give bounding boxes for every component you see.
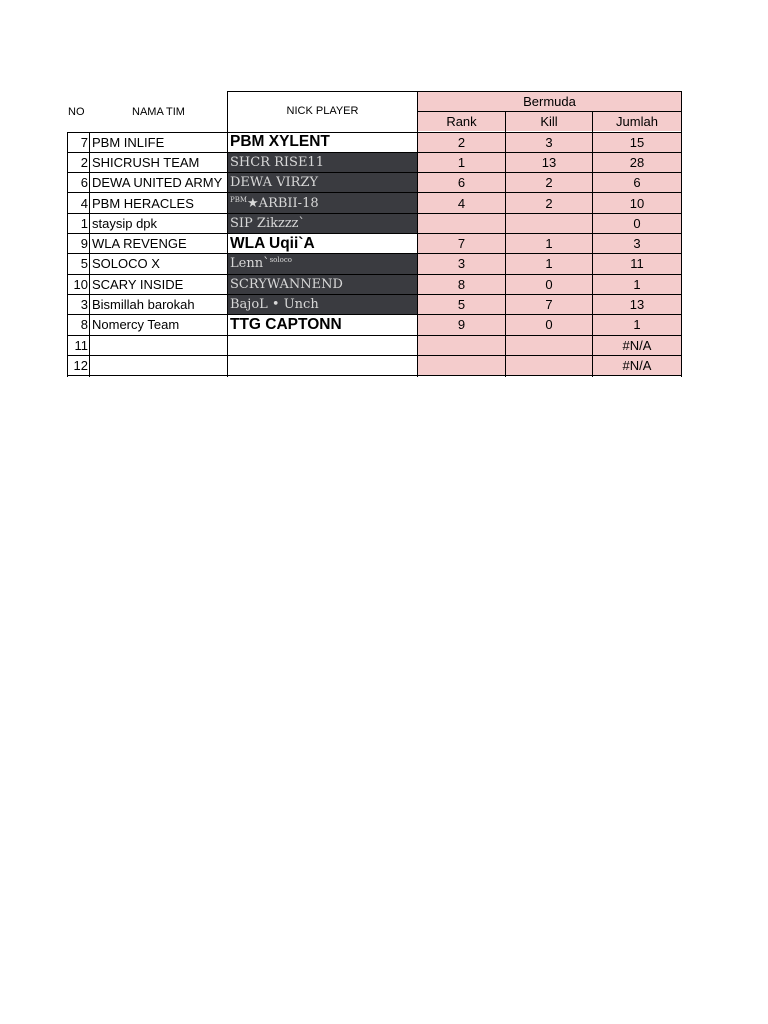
nick-text: Lenn` <box>230 256 270 272</box>
grid-line <box>227 91 682 92</box>
header-nama-tim: NAMA TIM <box>132 105 185 118</box>
row-no: 11 <box>74 337 88 353</box>
row-kill: 7 <box>506 294 592 314</box>
row-no: 9 <box>80 236 88 252</box>
row-rank: 5 <box>418 294 505 314</box>
row-jumlah: 11 <box>593 254 681 274</box>
grid-line <box>89 132 90 377</box>
nick-text: SIP Zikzzz` <box>230 215 306 231</box>
nick-text: DEWA VIRZY <box>230 175 319 191</box>
header-no: NO <box>68 105 85 118</box>
row-rank <box>418 355 505 375</box>
row-team-name: WLA REVENGE <box>92 236 187 252</box>
grid-line <box>67 375 682 376</box>
grid-line <box>67 253 682 254</box>
row-rank: 3 <box>418 254 505 274</box>
grid-line <box>67 213 682 214</box>
grid-line <box>592 111 593 132</box>
row-no: 7 <box>80 134 88 150</box>
row-nick-player <box>228 234 417 254</box>
row-no: 4 <box>80 195 88 211</box>
nick-text: BajoL • Unch <box>230 297 319 313</box>
row-jumlah: 3 <box>593 234 681 254</box>
row-team-name <box>90 335 227 355</box>
grid-line <box>417 132 418 377</box>
grid-line <box>67 132 68 377</box>
row-jumlah: 28 <box>593 152 681 172</box>
row-no: 5 <box>80 256 88 272</box>
grid-line <box>505 132 506 377</box>
grid-line <box>67 152 682 153</box>
row-nick-player <box>228 315 417 335</box>
nick-text: TTG CAPTONN <box>230 316 342 334</box>
row-team-name: DEWA UNITED ARMY <box>92 175 223 191</box>
nick-text: SCRYWANNEND <box>230 276 343 292</box>
row-jumlah: 15 <box>593 132 681 152</box>
row-kill: 1 <box>506 234 592 254</box>
row-no: 8 <box>80 317 88 333</box>
row-no: 1 <box>80 215 88 231</box>
row-jumlah: #N/A <box>593 355 681 375</box>
row-rank: 8 <box>418 274 505 294</box>
row-rank: 7 <box>418 234 505 254</box>
grid-line <box>417 91 418 132</box>
grid-line <box>67 294 682 295</box>
row-team-name: SHICRUSH TEAM <box>92 154 200 170</box>
grid-line <box>67 314 682 315</box>
row-nick-player <box>228 294 417 314</box>
grid-line <box>417 111 682 112</box>
row-kill: 2 <box>506 173 592 193</box>
row-rank: 1 <box>418 152 505 172</box>
row-nick-player <box>228 193 417 213</box>
row-no: 12 <box>73 357 88 373</box>
row-team-name: Nomercy Team <box>92 317 180 333</box>
row-rank <box>418 335 505 355</box>
nick-prefix: PBM <box>230 195 248 204</box>
header-kill: Kill <box>506 112 592 131</box>
row-nick-player <box>228 254 417 274</box>
grid-line <box>227 91 228 132</box>
grid-line <box>67 355 682 356</box>
header-nick-player: NICK PLAYER <box>286 105 359 117</box>
row-kill: 0 <box>506 274 592 294</box>
row-team-name: staysip dpk <box>92 215 158 231</box>
row-kill: 13 <box>506 152 592 172</box>
row-team-name: SCARY INSIDE <box>92 276 184 292</box>
row-jumlah: 1 <box>593 315 681 335</box>
grid-line <box>681 132 682 377</box>
row-jumlah: #N/A <box>593 335 681 355</box>
row-jumlah: 13 <box>593 294 681 314</box>
row-nick-player <box>228 173 417 193</box>
grid-line <box>67 192 682 193</box>
row-rank: 4 <box>418 193 505 213</box>
header-rank: Rank <box>418 112 505 131</box>
grid-line <box>67 132 682 133</box>
grid-line <box>67 274 682 275</box>
row-rank <box>418 213 505 233</box>
row-jumlah: 6 <box>593 173 681 193</box>
grid-line <box>67 335 682 336</box>
row-jumlah: 0 <box>593 213 681 233</box>
row-nick-player <box>228 132 417 152</box>
row-jumlah: 10 <box>593 193 681 213</box>
nick-text: WLA Uqii`A <box>230 234 315 252</box>
grid-line <box>67 233 682 234</box>
row-team-name: PBM INLIFE <box>92 134 165 150</box>
header-jumlah: Jumlah <box>593 112 681 131</box>
row-no: 10 <box>73 276 88 292</box>
row-team-name <box>90 355 227 375</box>
grid-line <box>592 132 593 377</box>
row-kill: 0 <box>506 315 592 335</box>
row-rank: 2 <box>418 132 505 152</box>
row-nick-player <box>228 213 417 233</box>
row-team-name: Bismillah barokah <box>92 297 195 313</box>
row-kill: 2 <box>506 193 592 213</box>
header-bermuda: Bermuda <box>418 92 681 111</box>
row-no: 6 <box>80 175 88 191</box>
row-no: 3 <box>80 297 88 313</box>
row-kill <box>506 335 592 355</box>
nick-text: SHCR RISE11 <box>230 154 324 170</box>
grid-line <box>227 132 228 377</box>
row-team-name: PBM HERACLES <box>92 195 194 211</box>
row-no: 2 <box>80 154 88 170</box>
row-rank: 6 <box>418 173 505 193</box>
grid-line <box>505 111 506 132</box>
row-nick-player <box>228 274 417 294</box>
row-kill <box>506 355 592 375</box>
row-kill <box>506 213 592 233</box>
row-nick-player <box>228 152 417 172</box>
row-kill: 1 <box>506 254 592 274</box>
grid-line <box>681 91 682 132</box>
row-rank: 9 <box>418 315 505 335</box>
row-jumlah: 1 <box>593 274 681 294</box>
row-nick-player <box>228 335 417 355</box>
row-team-name: SOLOCO X <box>92 256 160 272</box>
nick-text: ★ARBII-18 <box>247 195 319 211</box>
nick-suffix: soloco <box>269 256 292 265</box>
row-nick-player <box>228 355 417 375</box>
row-kill: 3 <box>506 132 592 152</box>
grid-line <box>67 172 682 173</box>
nick-text: PBM XYLENT <box>230 133 330 151</box>
